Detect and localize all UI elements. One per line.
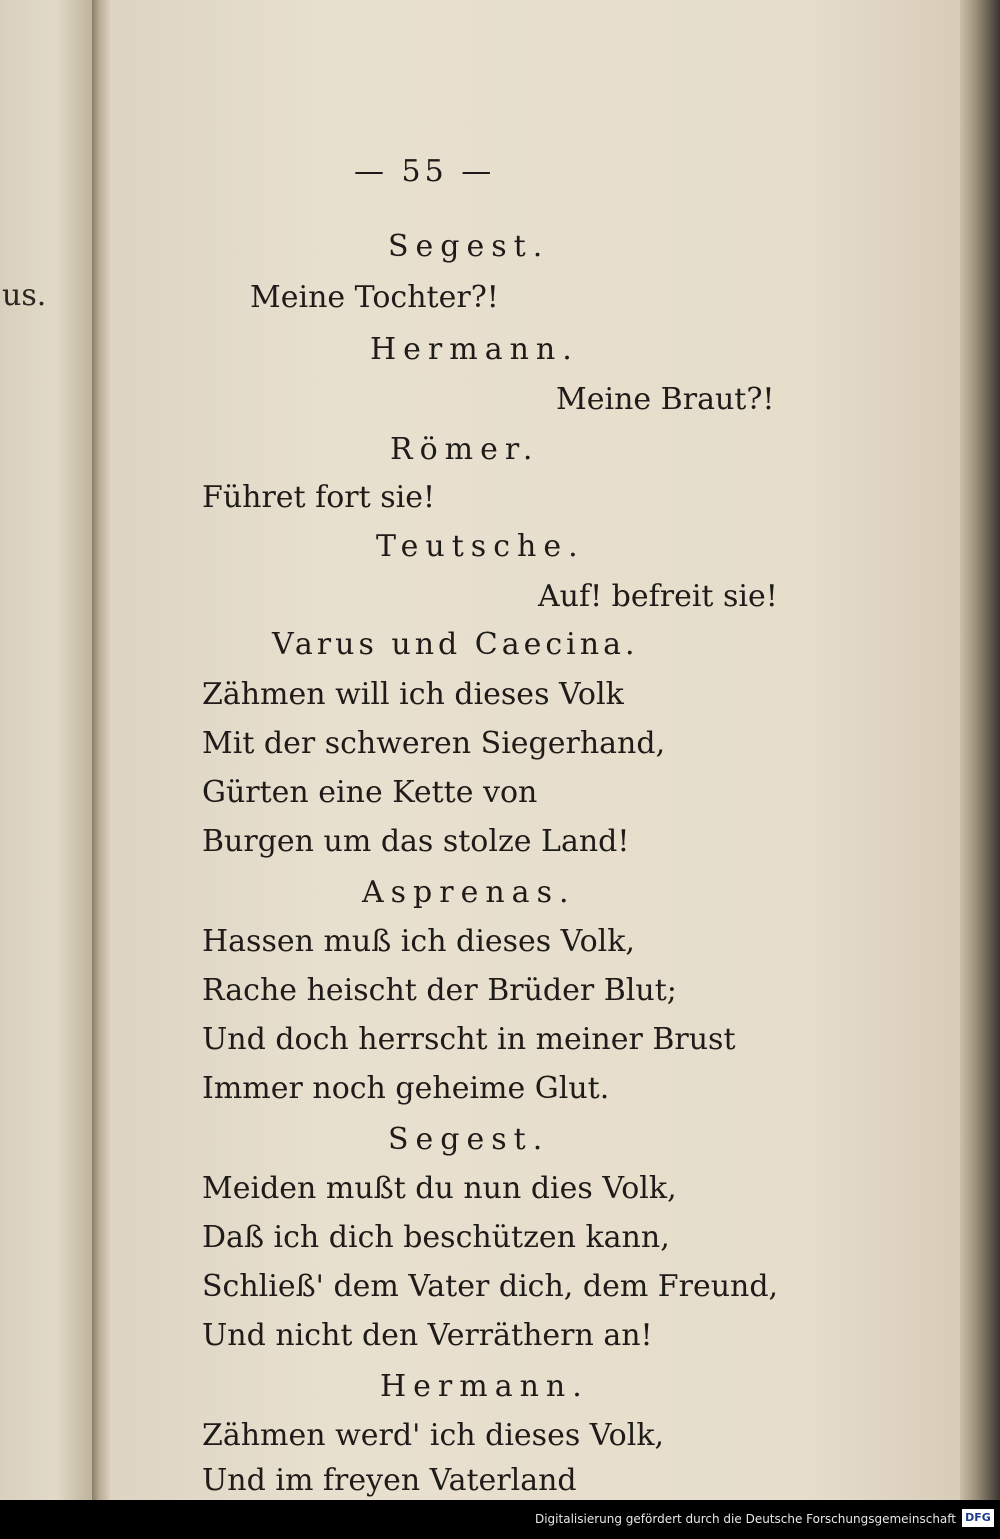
digitization-footer — [0, 1500, 1000, 1539]
page-number-header: — 55 — — [354, 154, 496, 189]
page-edge — [960, 0, 1000, 1500]
book-gutter — [92, 0, 110, 1500]
verse-line: Führet fort sie! — [202, 480, 436, 515]
verse-line: Und doch herrscht in meiner Brust — [202, 1022, 736, 1057]
speaker-segest: Segest. — [388, 229, 550, 264]
verse-line: Schließ' dem Vater dich, dem Freund, — [202, 1269, 779, 1304]
speaker-asprenas: Asprenas. — [362, 875, 576, 910]
verse-line: Meiden mußt du nun dies Volk, — [202, 1171, 677, 1206]
speaker-hermann: Hermann. — [380, 1369, 589, 1404]
verse-line: Zähmen werd' ich dieses Volk, — [202, 1418, 665, 1453]
book-page — [110, 0, 978, 1500]
dfg-logo: DFG — [962, 1509, 994, 1527]
verse-line: Und nicht den Verräthern an! — [202, 1318, 653, 1353]
speaker-teutsche: Teutsche. — [376, 529, 585, 564]
funding-notice: Digitalisierung gefördert durch die Deutsche Forschungsgemeinschaft — [534, 1512, 956, 1526]
verse-line: Immer noch geheime Glut. — [202, 1071, 610, 1106]
verse-line: Meine Tochter?! — [250, 280, 499, 315]
facing-page-fragment: us. — [2, 278, 47, 313]
verse-line: Rache heischt der Brüder Blut; — [202, 973, 677, 1008]
verse-line: Hassen muß ich dieses Volk, — [202, 924, 635, 959]
speaker-segest: Segest. — [388, 1122, 550, 1157]
verse-line: Und im freyen Vaterland — [202, 1463, 577, 1498]
verse-line: Auf! befreit sie! — [538, 579, 778, 614]
verse-line: Burgen um das stolze Land! — [202, 824, 630, 859]
speaker-varus-caecina: Varus und Caecina. — [272, 627, 639, 662]
verse-line: Gürten eine Kette von — [202, 775, 538, 810]
speaker-roemer: Römer. — [390, 432, 540, 467]
facing-page — [0, 0, 92, 1500]
verse-line: Daß ich dich beschützen kann, — [202, 1220, 670, 1255]
verse-line: Zähmen will ich dieses Volk — [202, 677, 624, 712]
verse-line: Mit der schweren Siegerhand, — [202, 726, 666, 761]
verse-line: Meine Braut?! — [556, 382, 775, 417]
speaker-hermann: Hermann. — [370, 332, 579, 367]
